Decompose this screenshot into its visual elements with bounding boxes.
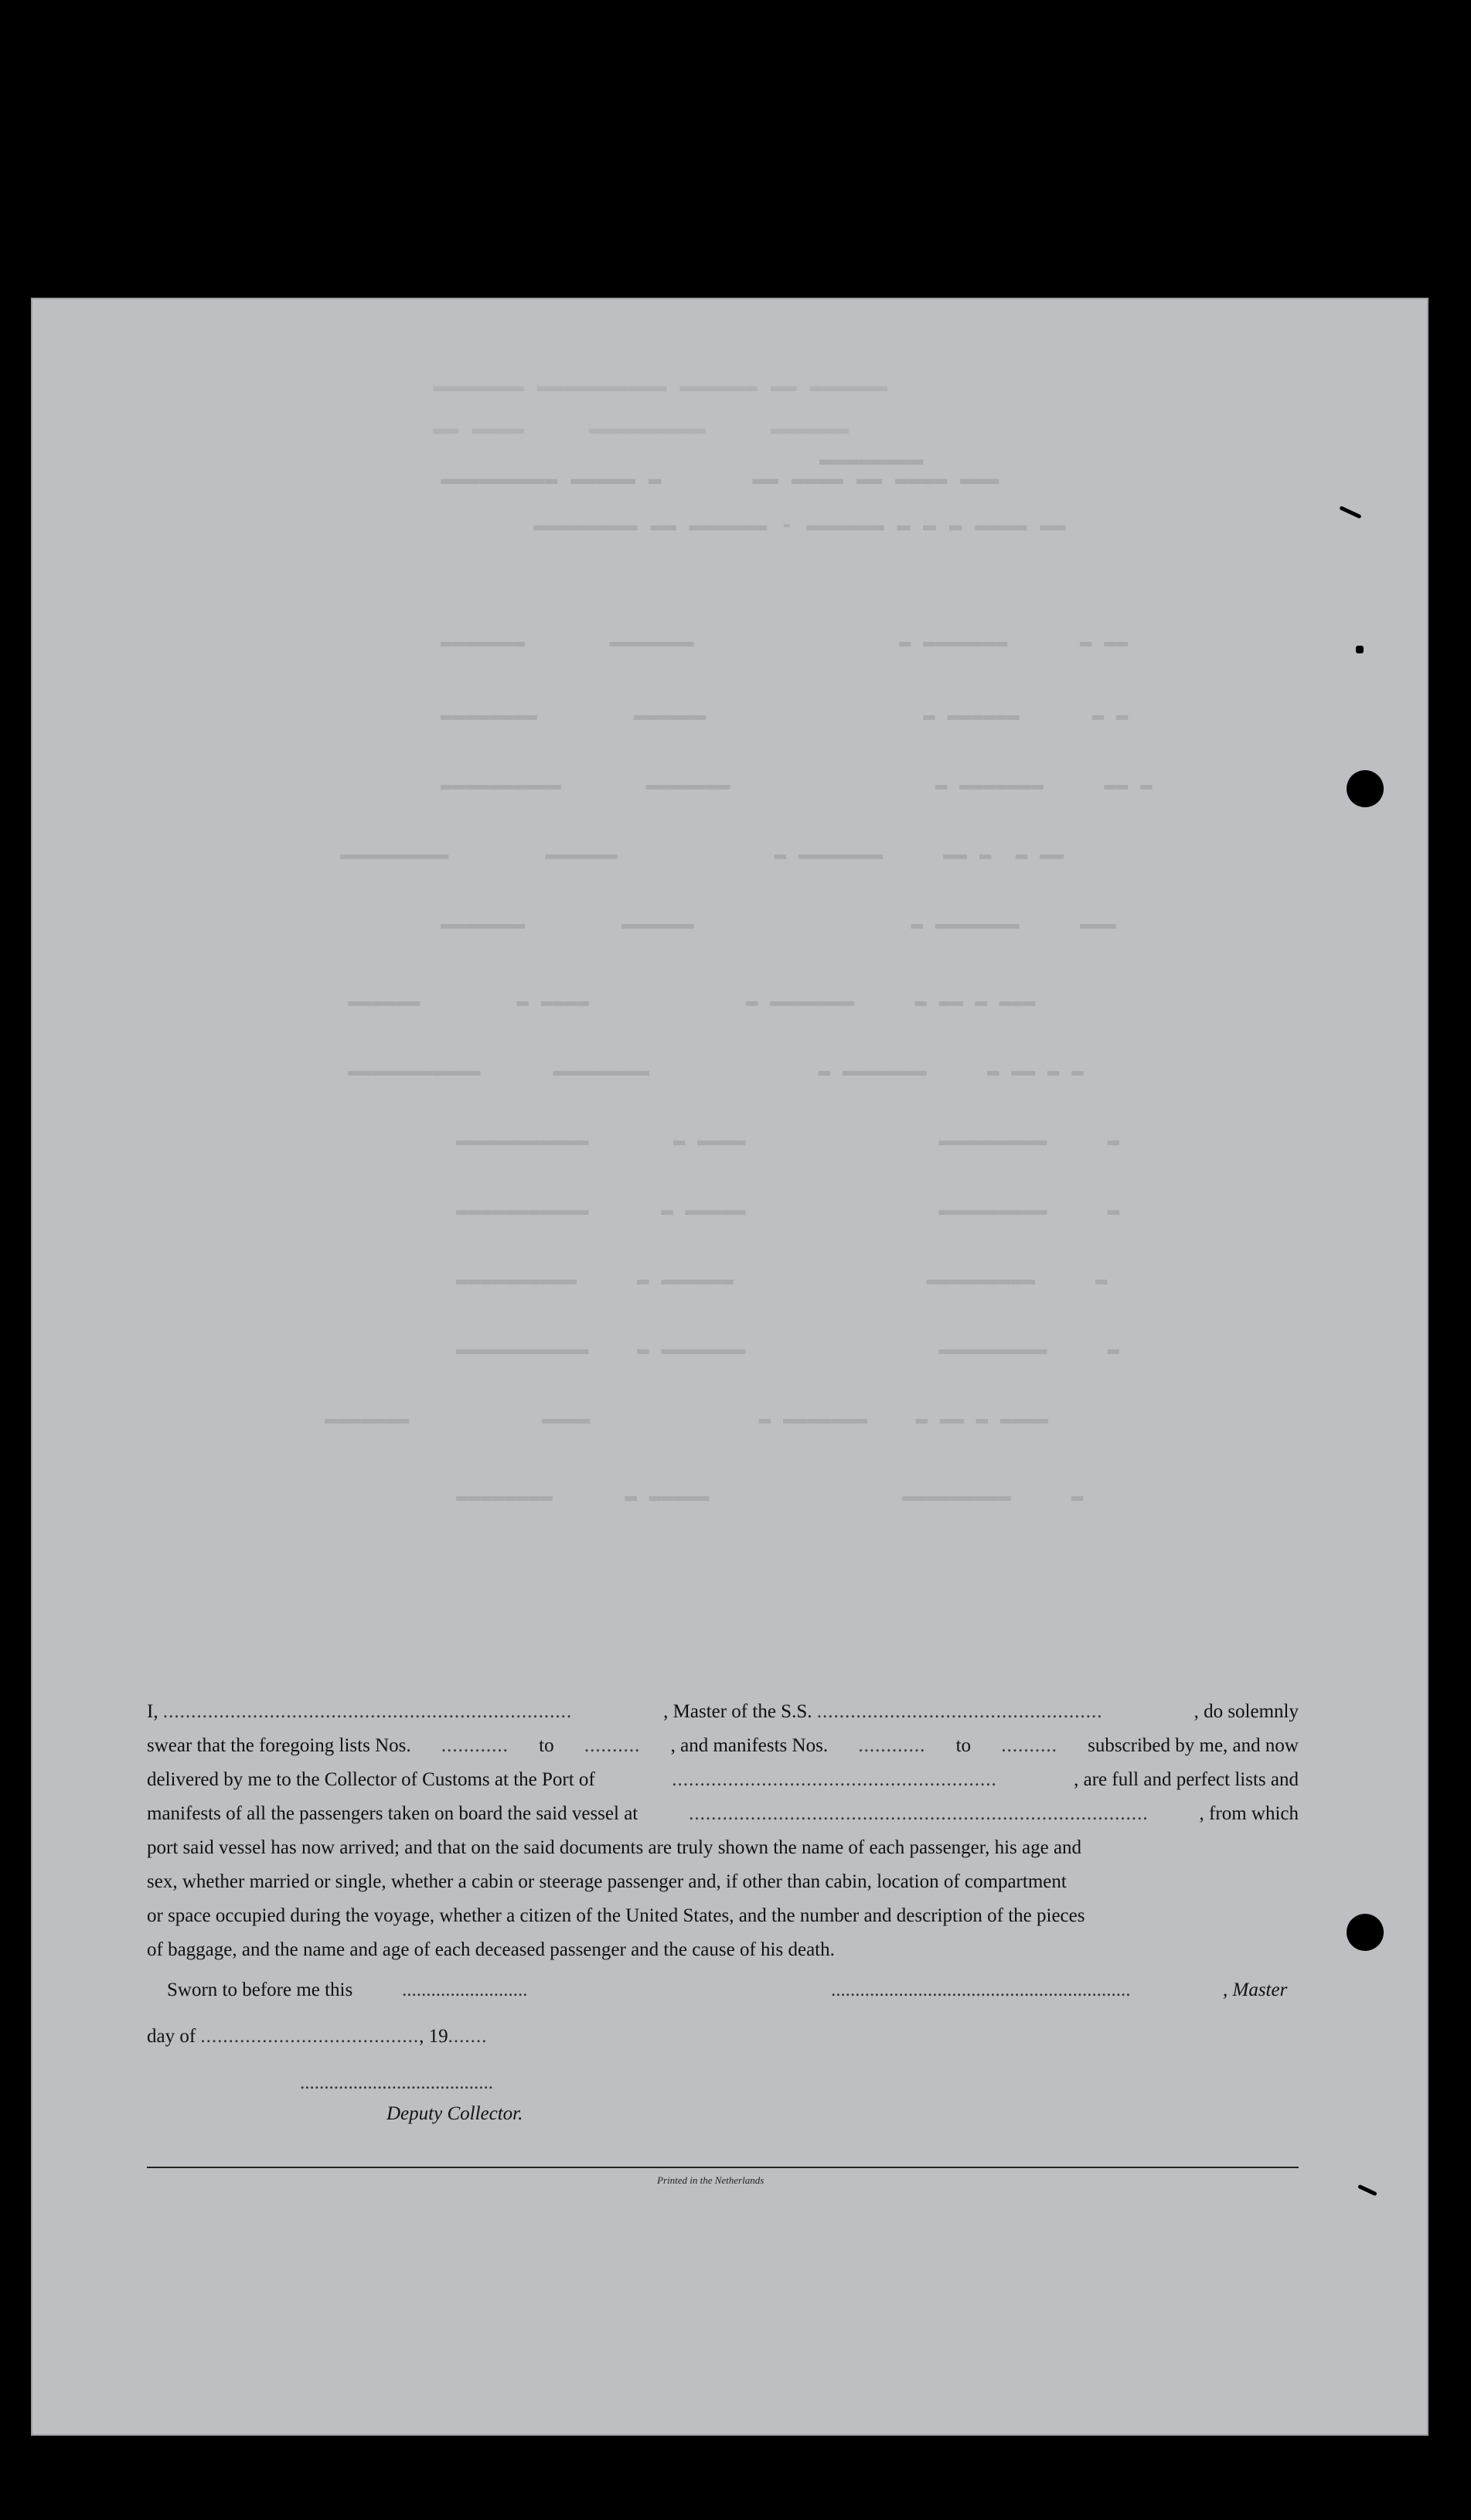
oath-line (147, 1695, 1299, 1729)
bleed-through-row: ▬ ▬▬▬▬▬▬▬▬▬ ▬▬▬▬▬▬▬ ▬ ▬▬▬▬▬▬▬▬▬▬▬ (456, 1338, 1120, 1361)
oath-text: subscribed by me, and now (1088, 1735, 1299, 1756)
oath-text: , Master of the S.S. (663, 1701, 812, 1722)
oath-line (147, 1933, 1299, 1967)
bleed-through-row: ▬ ▬▬▬▬▬▬▬▬▬ ▬▬▬▬▬ ▬ ▬▬▬▬▬▬▬▬ (456, 1485, 1084, 1508)
oath-text: swear that the foregoing lists Nos. (147, 1735, 411, 1756)
bleed-through-row: ▬▬▬ ▬ ▬▬ ▬ ▬▬▬▬▬▬▬ ▬ ▬▬▬▬ ▬ ▬▬▬▬▬▬ (348, 990, 1036, 1013)
oath-text: , from which (1199, 1803, 1299, 1824)
oath-text: I, (147, 1701, 158, 1722)
oath-text: or space occupied during the voyage, whether a citizen of the United States, and the number and description of the pieces (147, 1905, 1085, 1926)
punch-hole-top (1347, 770, 1384, 807)
fill-in-line: .................................................................................. (689, 1803, 1149, 1824)
bleed-through-row: ▬▬▬▬ ▬ ▬▬ ▬ ▬▬▬▬▬▬▬ ▬ ▬▬▬▬ ▬▬▬▬▬▬▬ (325, 1407, 1049, 1431)
bleed-through-header-2: ▬▬▬▬▬▬ ▬▬▬▬▬▬▬▬▬ ▬▬▬▬ ▬▬ (433, 418, 849, 442)
oath-line (147, 1865, 1299, 1899)
bleed-through-row: ▬▬ ▬ ▬▬▬▬▬▬▬ ▬ ▬▬▬▬▬▬▬ ▬▬▬▬▬▬▬ (441, 630, 1129, 653)
bleed-through-row: ▬ ▬ ▬▬▬▬▬▬ ▬ ▬▬▬▬▬▬ ▬▬▬▬▬▬▬▬ (441, 704, 1129, 727)
punch-hole-bottom (1347, 1914, 1384, 1951)
bleed-through-row: ▬ ▬▬▬▬▬▬▬▬▬ ▬▬▬▬▬▬ ▬ ▬▬▬▬▬▬▬▬▬▬ (456, 1268, 1108, 1291)
sworn-label: Sworn to before me this (167, 1980, 353, 2000)
deputy-signature-line: ........................................ (300, 2072, 493, 2093)
bleed-through-header-3: ▬▬▬▬▬▬▬▬ (819, 448, 924, 472)
fill-in-line: .......... (1001, 1735, 1057, 1756)
fill-in-line: ......................................................................... (162, 1701, 573, 1722)
bleed-through-row: ▬ ▬ ▬▬ ▬ ▬▬▬▬▬▬▬ ▬ ▬▬▬▬▬▬▬▬ ▬▬▬▬▬▬▬▬▬▬▬ (348, 1059, 1084, 1083)
master-label: , Master (1223, 1980, 1288, 2000)
oath-line (147, 1763, 1299, 1797)
printer-imprint: Printed in the Netherlands (657, 2174, 764, 2186)
fill-in-line: ................................................... (816, 1701, 1103, 1722)
bleed-through-header-5: ▬▬ ▬▬▬▬ ▬ ▬ ▬ ▬▬▬▬▬▬ - ▬▬▬▬▬▬ ▬▬ ▬▬▬▬▬▬▬▬ (533, 514, 1066, 538)
day-of-label: day of (147, 2026, 196, 2047)
oath-line (147, 1831, 1299, 1865)
oath-text: , and manifests Nos. (670, 1735, 829, 1756)
oath-text: , are full and perfect lists and (1074, 1769, 1299, 1790)
day-of-line (147, 2026, 487, 2048)
oath-text: manifests of all the passengers taken on board the said vessel at (147, 1803, 638, 1824)
bleed-through-row: ▬ ▬▬▬▬▬▬▬▬▬ ▬▬▬▬▬ ▬ ▬▬▬▬▬▬▬▬▬▬▬ (456, 1199, 1120, 1222)
master-signature-line: .............................................................. (831, 1980, 1131, 2000)
oath-line (147, 1729, 1299, 1763)
bleed-through-row: ▬ ▬▬▬▬▬▬▬▬▬ ▬▬▬▬ ▬ ▬▬▬▬▬▬▬▬▬▬▬ (456, 1129, 1120, 1152)
year-fill-in-line: ....... (448, 2026, 488, 2047)
manifest-sheet (31, 298, 1428, 2436)
fill-in-line: ............ (441, 1735, 509, 1756)
footer-rule (147, 2167, 1299, 2168)
bleed-through-header-4: ▬▬▬ ▬▬▬▬ ▬▬ ▬▬▬▬ ▬▬ ▬ ▬▬▬▬▬ ▬▬▬▬▬▬▬▬▬ (441, 468, 999, 492)
deputy-collector-label: Deputy Collector. (386, 2103, 523, 2124)
month-fill-in-line: ....................................... (200, 2026, 420, 2047)
master-oath (147, 1695, 1299, 1967)
oath-text: to (539, 1735, 554, 1756)
bleed-through-row: ▬▬ ▬ ▬ ▬▬ ▬▬▬▬▬▬▬ ▬ ▬▬▬▬▬▬ ▬▬▬▬▬▬▬▬▬ (340, 843, 1064, 866)
oath-line (147, 1899, 1299, 1933)
fill-in-line: ............ (858, 1735, 926, 1756)
oath-text: delivered by me to the Collector of Customs at the Port of (147, 1769, 595, 1790)
oath-line (147, 1797, 1299, 1831)
bleed-through-header: ▬▬▬▬▬▬ ▬▬ ▬▬▬▬▬▬ ▬▬▬▬▬▬▬▬▬▬ ▬▬▬▬▬▬▬ (433, 375, 888, 399)
oath-text: to (955, 1735, 972, 1756)
year-prefix: , 19 (419, 2026, 448, 2047)
fill-in-line: .......................................................... (672, 1769, 997, 1790)
bleed-through-row: ▬▬▬ ▬▬▬▬▬▬▬ ▬ ▬▬▬▬▬▬ ▬▬▬▬▬▬▬ (441, 912, 1116, 936)
date-fill-in-line: .......................... (402, 1980, 528, 2000)
fill-in-line: .......... (584, 1735, 641, 1756)
oath-text: of baggage, and the name and age of each deceased passenger and the cause of his death. (147, 1939, 835, 1960)
oath-text: port said vessel has now arrived; and that on the said documents are truly shown the name of each passenger, his age and (147, 1837, 1082, 1858)
bleed-through-row: ▬ ▬▬ ▬▬▬▬▬▬▬ ▬ ▬▬▬▬▬▬▬ ▬▬▬▬▬▬▬▬▬▬ (441, 773, 1153, 796)
oath-text: , do solemnly (1193, 1701, 1299, 1722)
oath-text: sex, whether married or single, whether a cabin or steerage passenger and, if other than cabin, location of compartment (147, 1871, 1067, 1892)
edge-mark (1356, 646, 1364, 653)
